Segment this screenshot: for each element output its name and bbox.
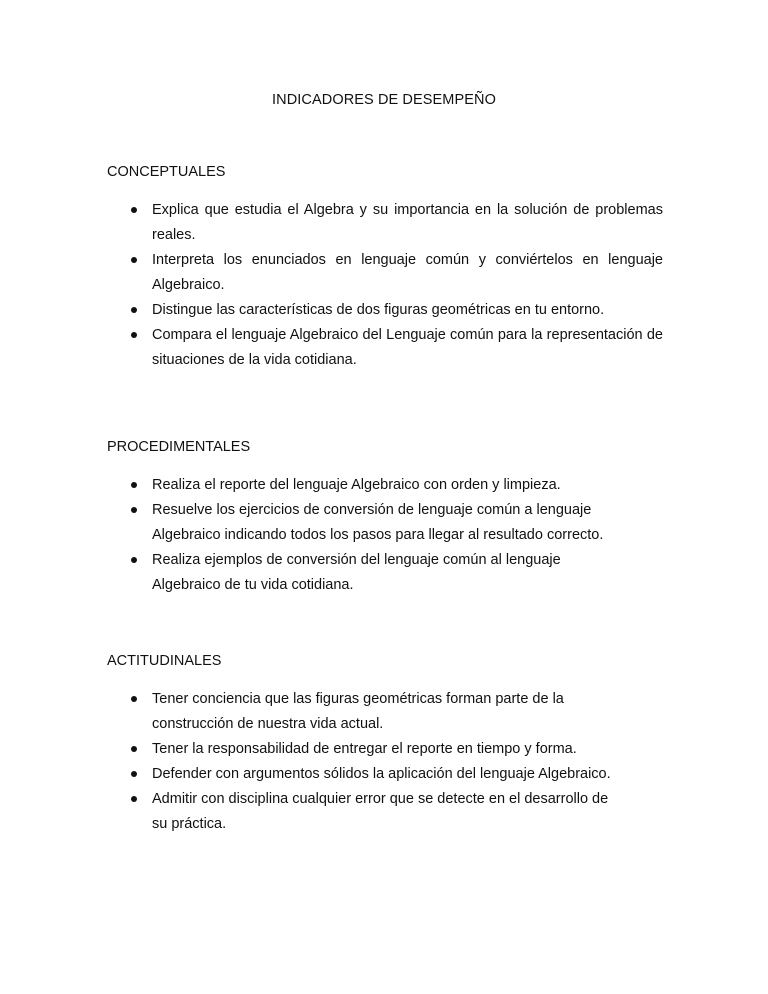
bullet-list-conceptuales — [107, 198, 663, 373]
list-item-text: Resuelve los ejercicios de conversión de lenguaje común a lenguaje Algebraico indicando todos los pasos para llegar al resultado correcto. — [152, 502, 604, 543]
section-heading-conceptuales: CONCEPTUALES — [107, 164, 226, 180]
list-item-text: Tener la responsabilidad de entregar el reporte en tiempo y forma. — [152, 741, 577, 757]
list-item — [107, 323, 663, 373]
document-title: INDICADORES DE DESEMPEÑO — [272, 92, 496, 108]
list-item — [107, 737, 627, 762]
list-item-text: Admitir con disciplina cualquier error que se detecte en el desarrollo de su práctica. — [152, 791, 609, 832]
bullet-icon — [131, 771, 137, 777]
bullet-icon — [131, 557, 137, 563]
bullet-icon — [131, 332, 137, 338]
bullet-icon — [131, 482, 137, 488]
section-heading-procedimentales: PROCEDIMENTALES — [107, 439, 251, 455]
list-item — [107, 248, 663, 298]
section-heading-actitudinales: ACTITUDINALES — [107, 653, 222, 669]
list-item-text: Interpreta los enunciados en lenguaje común y conviértelos en lenguaje Algebraico. — [152, 252, 663, 293]
bullet-list-actitudinales — [107, 687, 627, 837]
bullet-icon — [131, 307, 137, 313]
bullet-icon — [131, 796, 137, 802]
list-item-text: Realiza ejemplos de conversión del lenguaje común al lenguaje Algebraico de tu vida cotidiana. — [152, 552, 561, 593]
list-item — [107, 498, 627, 548]
list-item-text: Realiza el reporte del lenguaje Algebraico con orden y limpieza. — [152, 477, 561, 493]
list-item — [107, 787, 627, 837]
list-item-text: Tener conciencia que las figuras geométricas forman parte de la construcción de nuestra vida actual. — [152, 691, 564, 732]
bullet-icon — [131, 696, 137, 702]
section-conceptuales — [107, 164, 663, 373]
list-item — [107, 548, 627, 598]
list-item-text: Explica que estudia el Algebra y su importancia en la solución de problemas reales. — [152, 202, 663, 243]
list-item — [107, 687, 627, 737]
section-procedimentales — [107, 439, 663, 598]
bullet-icon — [131, 746, 137, 752]
list-item — [107, 198, 663, 248]
bullet-icon — [131, 257, 137, 263]
section-actitudinales — [107, 653, 663, 837]
list-item-text: Compara el lenguaje Algebraico del Lenguaje común para la representación de situaciones de la vida cotidiana. — [152, 327, 663, 368]
list-item — [107, 762, 627, 787]
list-item-text: Distingue las características de dos figuras geométricas en tu entorno. — [152, 302, 605, 318]
bullet-list-procedimentales — [107, 473, 627, 598]
list-item — [107, 298, 663, 323]
list-item — [107, 473, 627, 498]
bullet-icon — [131, 507, 137, 513]
bullet-icon — [131, 207, 137, 213]
list-item-text: Defender con argumentos sólidos la aplicación del lenguaje Algebraico. — [152, 766, 611, 782]
